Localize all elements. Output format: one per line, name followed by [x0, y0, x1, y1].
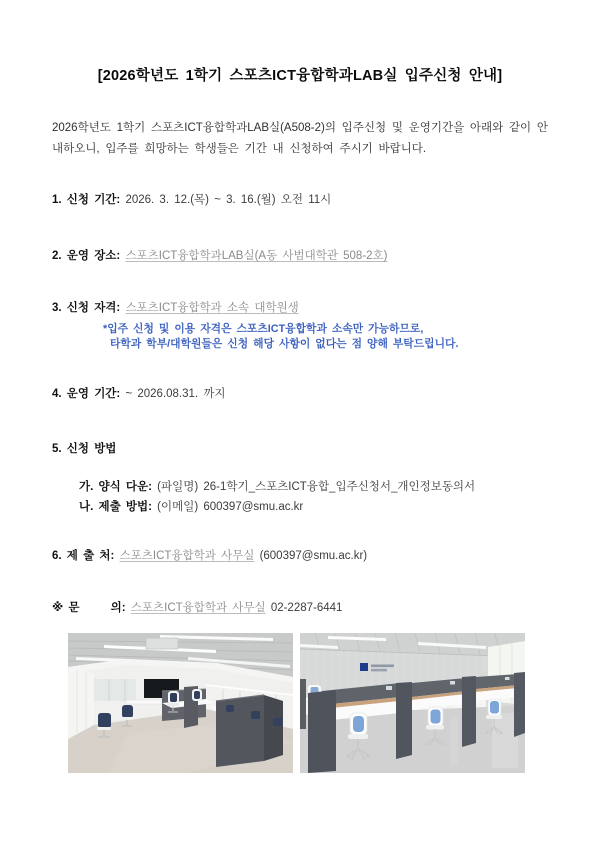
lab-photo-wide-scene — [68, 633, 293, 773]
item-value: ~ 2026.08.31. 까지 — [125, 388, 226, 400]
item-value: 스포츠ICT융합학과 사무실 — [130, 602, 266, 614]
item-apply-method — [52, 441, 548, 457]
sub-item-label: 가. 양식 다운: — [79, 481, 152, 493]
lab-photos-row — [68, 633, 548, 773]
item-value: 2026. 3. 12.(목) ~ 3. 16.(월) 오전 11시 — [125, 194, 332, 206]
item-contact — [52, 600, 548, 616]
lab-photo-wide — [68, 633, 293, 773]
eligibility-note — [52, 322, 548, 352]
item-label: 6. 제 출 처: — [52, 550, 115, 562]
item-label: 4. 운영 기간: — [52, 388, 121, 400]
sub-item-submit-method — [52, 497, 548, 517]
item-label: 1. 신청 기간: — [52, 194, 121, 206]
item-operation-period — [52, 386, 548, 402]
item-apply-period — [52, 192, 548, 208]
item-value-suffix: (600397@smu.ac.kr) — [259, 550, 368, 562]
item-label: 3. 신청 자격: — [52, 302, 121, 314]
page-title: [2026학년도 1학기 스포츠ICT융합학과LAB실 입주신청 안내] — [97, 68, 503, 84]
item-value-suffix: 02-2287-6441 — [270, 602, 343, 614]
intro-paragraph: 2026학년도 1학기 스포츠ICT융합학과LAB실(A508-2)의 입주신청 및 운영기간을 아래와 같이 안내하오니, 입주를 희망하는 학생들은 기간 내 신청하여 주시기 바랍니다. — [52, 122, 548, 155]
ceiling-vent — [146, 638, 178, 649]
note-line: 타학과 학부/대학원들은 신청 해당 사항이 없다는 점 양해 부탁드립니다. — [110, 338, 459, 350]
sub-item-form-download — [52, 477, 548, 497]
lab-photo-closeup-scene — [300, 633, 525, 773]
lab-photo-closeup — [300, 633, 525, 773]
item-label: 5. 신청 방법 — [52, 443, 117, 455]
item-eligibility — [52, 300, 548, 352]
item-value: 스포츠ICT융합학과 사무실 — [119, 550, 255, 562]
item-location — [52, 248, 548, 264]
item-label: ※ 문 의: — [52, 602, 126, 614]
sub-item-value: (이메일) 600397@smu.ac.kr — [157, 501, 304, 513]
item-submit-to — [52, 548, 548, 564]
note-line: *입주 신청 및 이용 자격은 스포츠ICT융합학과 소속만 가능하므로, — [103, 323, 424, 335]
item-value: 스포츠ICT융합학과LAB실(A동 사범대학관 508-2호) — [125, 250, 388, 262]
item-value: 스포츠ICT융합학과 소속 대학원생 — [125, 302, 299, 314]
sub-item-value: (파일명) 26-1학기_스포츠ICT융합_입주신청서_개인정보동의서 — [157, 481, 476, 493]
item-label: 2. 운영 장소: — [52, 250, 121, 262]
sub-item-label: 나. 제출 방법: — [79, 501, 152, 513]
